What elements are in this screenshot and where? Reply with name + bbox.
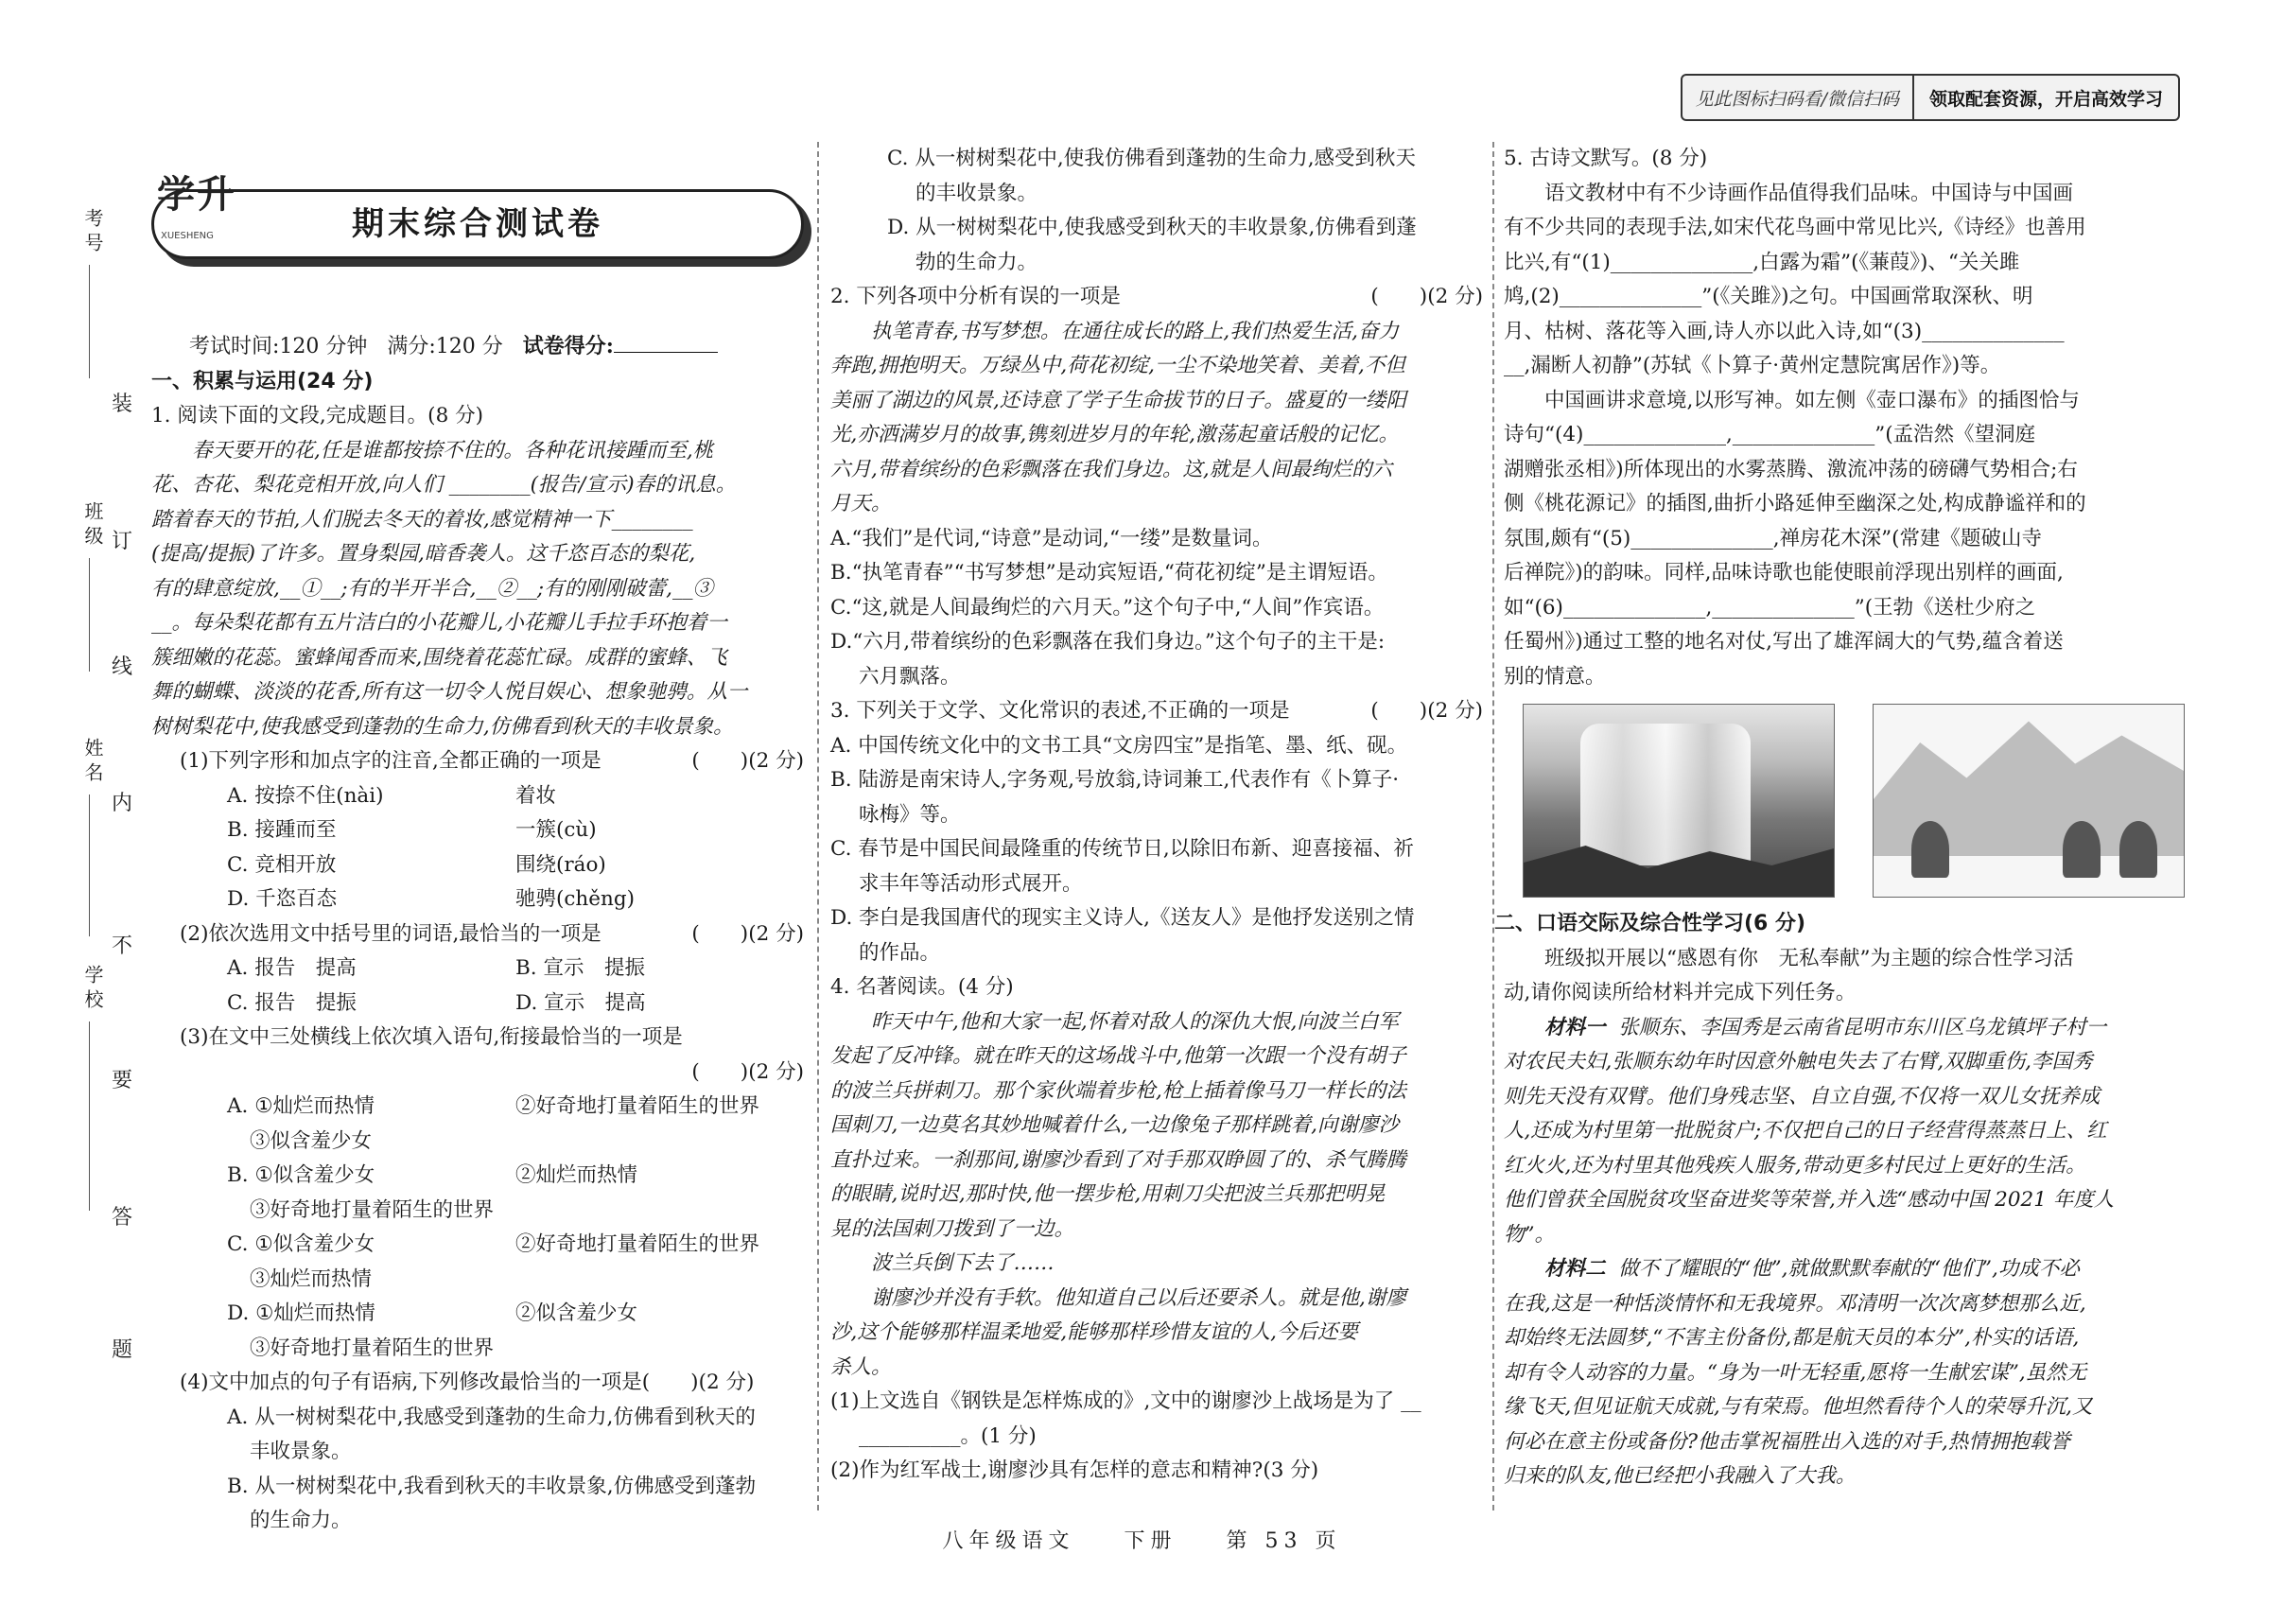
passage-line: 国刺刀,一边莫名其妙地喊着什么,一边像兔子那样跳着,向谢廖沙 (830, 1113, 1400, 1137)
question-text: 2. 下列各项中分析有误的一项是 (830, 285, 1121, 308)
waterfall-shape (1580, 724, 1751, 865)
left-column (151, 132, 804, 1539)
passage-line: 美丽了湖边的风景,还诗意了学子生命拔节的日子。盛夏的一缕阳 (830, 388, 1406, 412)
landscape-illustration (1873, 704, 2185, 898)
binding-word: 答 (112, 1206, 133, 1230)
passage-line: 昨天中午,他和大家一起,怀着对敌人的深仇大恨,向波兰白军 (871, 1009, 1400, 1034)
poem-paragraph-1 (1504, 177, 2185, 384)
passage-line: 舞的蝴蝶、淡淡的花香,所有这一切令人悦目娱心、想象驰骋。从一 (151, 680, 748, 704)
question-4-2: (2)作为红军战士,谢廖沙具有怎样的意志和精神?(3 分) (830, 1458, 1319, 1482)
text-line[interactable]: 氛围,颇有“(5)______________,禅房花木深”(常建《题破山寺 (1504, 526, 2042, 550)
material-2 (1504, 1252, 2185, 1494)
option[interactable]: ③好奇地打量着陌生的世界 (250, 1336, 495, 1360)
banner-scan-hint: 见此图标扫码看/微信扫码 (1682, 76, 1914, 119)
passage-1 (151, 434, 804, 745)
text-line: 班级拟开展以“感恩有你 无私奉献”为主题的综合性学习活 (1544, 946, 2074, 970)
text-line: 在我,这是一种恬淡情怀和无我境界。邓清明一次次离梦想那么近, (1504, 1291, 2086, 1316)
option[interactable]: D. ①灿烂而热情 (227, 1301, 375, 1325)
text-line: __,漏断人初静”(苏轼《卜算子·黄州定慧院寓居作》)等。 (1504, 354, 2001, 377)
option[interactable]: ②灿烂而热情 (515, 1163, 638, 1187)
passage-line: __。每朵梨花都有五片洁白的小花瓣儿,小花瓣儿手拉手环抱着一 (151, 611, 727, 635)
option[interactable]: 一簇(cù) (515, 818, 597, 842)
question-1-1 (151, 744, 804, 779)
score-blank[interactable] (614, 352, 718, 353)
option-row (151, 952, 804, 987)
footer-page-number: 第 53 页 (1226, 1529, 1342, 1553)
option[interactable]: B. 接踵而至 (227, 818, 337, 842)
passage-line: 晃的法国刺刀拨到了一边。 (830, 1216, 1075, 1241)
illustrations (1523, 704, 2185, 898)
text-line: 缘飞天,但见证航天成就,与有荣焉。他坦然看待个人的荣辱升沉,又 (1504, 1395, 2093, 1419)
binding-word: 装 (112, 393, 133, 416)
option[interactable]: 的作品。 (859, 940, 941, 965)
tree-shape (2063, 821, 2101, 878)
option[interactable]: C. 竞相开放 (227, 852, 337, 877)
section-heading: 一、积累与运用(24 分) (151, 369, 374, 393)
option-row (151, 882, 804, 917)
text-line: 却有令人动容的力量。“身为一叶无轻重,愿将一生献宏谋”,虽然无 (1504, 1360, 2087, 1385)
material-label: 材料一 (1544, 1015, 1606, 1039)
material-1 (1504, 1011, 2185, 1253)
binding-word: 题 (112, 1338, 133, 1362)
option[interactable]: ③似含羞少女 (250, 1128, 373, 1153)
text-line: 他们曾获全国脱贫攻坚奋进奖等荣誉,并入选“感动中国 2021 年度人 (1504, 1188, 2115, 1212)
question-text: (2)依次选用文中括号里的词语,最恰当的一项是 (180, 921, 602, 946)
passage-line: 发起了反冲锋。就在昨天的这场战斗中,他第一次跟一个没有胡子 (830, 1044, 1406, 1068)
footer-grade: 八年级语文 (942, 1529, 1075, 1553)
question-text: (1)下列字形和加点字的注音,全都正确的一项是 (180, 749, 602, 773)
option[interactable]: D.“六月,带着缤纷的色彩飘落在我们身边。”这个句子的主干是: (830, 630, 1386, 654)
text-line: 动,请你阅读所给材料并完成下列任务。 (1504, 981, 1857, 1004)
option[interactable]: ③好奇地打量着陌生的世界 (250, 1197, 495, 1222)
passage-line: 谢廖沙并没有手软。他知道自己以后还要杀人。就是他,谢廖 (871, 1285, 1406, 1310)
passage-line: 春天要开的花,任是谁都按捺不住的。各种花讯接踵而至,桃 (192, 438, 714, 463)
binding-word: 内 (112, 792, 133, 815)
text-line: 任蜀州》)通过工整的地名对仗,写出了雄浑阔大的气势,蕴含着送 (1504, 630, 2064, 654)
passage-line: 花、杏花、梨花竞相开放,向人们 ________(报告/宣示)春的讯息。 (151, 473, 737, 497)
resource-banner[interactable] (1681, 74, 2180, 121)
tree-shape (1911, 821, 1949, 878)
passage-4 (830, 1005, 1483, 1386)
field-line (89, 558, 90, 672)
exam-full-score: 满分:120 分 (387, 335, 503, 358)
field-school: 学校 (81, 965, 104, 1014)
question-1-2 (151, 917, 804, 952)
passage-line: 直扑过来。一刹那间,谢廖沙看到了对手那双睁圆了的、杀气腾腾 (830, 1147, 1406, 1172)
text-line: 张顺东、李国秀是云南省昆明市东川区乌龙镇坪子村一 (1618, 1015, 2107, 1039)
text-line: 何必在意主份或备份?他击掌祝福胜出入选的对手,热情拥抱载誉 (1504, 1429, 2070, 1454)
question-4-1: (1)上文选自《钢铁是怎样炼成的》,文中的谢廖沙上战场是为了 __ (830, 1389, 1421, 1413)
option[interactable]: D. 从一树树梨花中,使我感受到秋天的丰收景象,仿佛看到蓬 (887, 216, 1417, 239)
text-line[interactable]: 诗句“(4)______________,______________”(孟浩然《望洞庭 (1504, 423, 2036, 446)
brand-logo: 学升 (157, 173, 236, 217)
tree-shape (2119, 821, 2157, 878)
field-class: 班级 (81, 501, 104, 550)
text-line[interactable]: 鸠,(2)______________”(《关雎》)之句。中国画常取深秋、明 (1504, 285, 2033, 308)
option[interactable]: C. ①似含羞少女 (227, 1232, 375, 1256)
option[interactable]: A.“我们”是代词,“诗意”是动词,“一缕”是数量词。 (830, 526, 1273, 550)
page-footer (0, 1525, 2284, 1554)
middle-column (830, 142, 1483, 1489)
option-row (151, 1297, 804, 1332)
option[interactable]: B.“执笔青春”“书写梦想”是动宾短语,“荷花初绽”是主谓短语。 (830, 561, 1388, 585)
field-line (89, 265, 90, 378)
text-line: 中国画讲求意境,以形写神。如左侧《壶口瀑布》的插图恰与 (1544, 388, 2080, 412)
binding-word: 不 (112, 934, 133, 958)
passage-line: 波兰兵倒下去了…… (871, 1251, 1055, 1275)
option[interactable]: C. 报告 提振 (227, 990, 357, 1015)
passage-line: 踏着春天的节拍,人们脱去冬天的着妆,感觉精神一下________ (151, 507, 693, 532)
option[interactable]: 的生命力。 (250, 1509, 352, 1532)
binding-word: 线 (112, 655, 133, 679)
option[interactable]: C.“这,就是人间最绚烂的六月天。”这个句子中,“人间”作宾语。 (830, 595, 1385, 620)
passage-line: 有的肆意绽放,__①__;有的半开半合,__②__;有的刚刚破蕾,__③ (151, 576, 713, 601)
option[interactable]: 的丰收景象。 (915, 181, 1038, 205)
option[interactable]: B. ①似含羞少女 (227, 1163, 375, 1187)
question-5: 5. 古诗文默写。(8 分) (1504, 147, 1708, 170)
passage-line: 杀人。 (830, 1354, 892, 1379)
option[interactable]: B. 从一树树梨花中,我看到秋天的丰收景象,仿佛感受到蓬勃 (227, 1474, 757, 1498)
option[interactable]: A. 从一树树梨花中,我感受到蓬勃的生命力,仿佛看到秋天的 (227, 1405, 756, 1429)
passage-line: 的眼睛,说时迟,那时快,他一摆步枪,用刺刀尖把波兰兵那把明晃 (830, 1182, 1386, 1206)
field-line (89, 1022, 90, 1211)
option-row (151, 1090, 804, 1125)
right-column (1494, 142, 2185, 1494)
brand-logo-sub: XUESHENG (161, 231, 214, 241)
waterfall-illustration (1523, 704, 1835, 898)
exam-title-box (151, 189, 804, 259)
option[interactable]: 六月飘落。 (859, 664, 961, 689)
option[interactable]: A. 按捺不住(nài) (227, 783, 384, 808)
passage-line: 簇细嫩的花蕊。蜜蜂闻香而来,围绕着花蕊忙碌。成群的蜜蜂、飞 (151, 645, 727, 670)
poem-paragraph-2 (1504, 384, 2185, 695)
passage-2 (830, 315, 1483, 522)
question-4: 4. 名著阅读。(4 分) (830, 975, 1014, 999)
question-2 (830, 280, 1483, 315)
text-line[interactable]: 如“(6)______________,______________”(王勃《送杜少府之 (1504, 595, 2036, 620)
banner-cta: 领取配套资源，开启高效学习 (1928, 88, 2163, 110)
question-text: 3. 下列关于文学、文化常识的表述,不正确的一项是 (830, 699, 1290, 723)
passage-line: 树树梨花中,使我感受到蓬勃的生命力,仿佛看到秋天的丰收景象。 (151, 714, 734, 739)
field-exam-number: 考号 (81, 208, 104, 257)
exam-header (151, 173, 804, 320)
option[interactable]: 着妆 (515, 783, 557, 808)
option[interactable]: 求丰年等活动形式展开。 (859, 871, 1083, 896)
option-row (151, 779, 804, 814)
text-line: 后禅院》)的韵味。同样,品味诗歌也能使眼前浮现出别样的画面, (1504, 561, 2064, 585)
material-label: 材料二 (1544, 1257, 1606, 1281)
field-line (89, 795, 90, 936)
passage-line: 执笔青春,书写梦想。在通往成长的路上,我们热爱生活,奋力 (871, 319, 1400, 343)
exam-time: 考试时间:120 分钟 (189, 335, 368, 358)
text-line: 物”。 (1504, 1222, 1555, 1247)
exam-title: 期末综合测试卷 (352, 204, 603, 243)
passage-line: 月天。 (830, 492, 892, 515)
answer-bracket[interactable]: ( )(2 分) (1370, 699, 1483, 723)
option[interactable]: C. 从一树树梨花中,使我仿佛看到蓬勃的生命力,感受到秋天 (887, 147, 1417, 170)
text-line: 语文教材中有不少诗画作品值得我们品味。中国诗与中国画 (1544, 181, 2074, 205)
text-line: 红火火,还为村里其他残疾人服务,带动更多村民过上更好的生活。 (1504, 1153, 2086, 1178)
text-line: 侧《桃花源记》的插图,曲折小路延伸至幽深之处,构成静谧祥和的 (1504, 492, 2086, 515)
question-1-4: (4)文中加点的句子有语病,下列修改最恰当的一项是( )(2 分) (180, 1371, 755, 1394)
text-line: 归来的队友,他已经把小我融入了大我。 (1504, 1464, 1857, 1488)
option[interactable]: ②好奇地打量着陌生的世界 (515, 1094, 760, 1118)
column-divider (1492, 142, 1494, 1510)
option[interactable]: 咏梅》等。 (859, 802, 961, 827)
text-line: 做不了耀眼的“他”,就做默默奉献的“他们”,功成不必 (1618, 1257, 2080, 1281)
option[interactable]: 勃的生命力。 (915, 250, 1038, 274)
option-row (151, 813, 804, 848)
field-name: 姓名 (81, 738, 104, 787)
option-row (151, 1228, 804, 1263)
option[interactable]: ③灿烂而热情 (250, 1266, 373, 1291)
option-row (151, 848, 804, 883)
text-line: 人,还成为村里第一批脱贫户;不仅把自己的日子经营得蒸蒸日上、红 (1504, 1119, 2107, 1143)
text-line: 别的情意。 (1504, 664, 1606, 689)
text-line: 对农民夫妇,张顺东幼年时因意外触电失去了右臂,双脚重伤,李国秀 (1504, 1050, 2093, 1074)
option[interactable]: B. 宣示 提振 (515, 956, 645, 980)
binding-word: 要 (112, 1069, 133, 1092)
option[interactable]: 丰收景象。 (250, 1440, 352, 1463)
option[interactable]: C. 春节是中国民间最隆重的传统节日,以除旧布新、迎喜接福、祈 (830, 837, 1414, 861)
answer-bracket[interactable]: ( )(2 分) (691, 921, 804, 946)
option[interactable]: B. 陆游是南宋诗人,字务观,号放翁,诗词兼工,代表作有《卜算子· (830, 768, 1400, 792)
answer-bracket[interactable]: ( )(2 分) (1370, 285, 1483, 308)
answer-blank[interactable]: __________。(1 分) (859, 1423, 1037, 1448)
answer-bracket[interactable]: ( )(2 分) (691, 1059, 804, 1084)
text-line: 有不少共同的表现手法,如宋代花鸟画中常见比兴,《诗经》也善用 (1504, 216, 2086, 239)
option[interactable]: ②似含羞少女 (515, 1301, 638, 1325)
exam-score-label: 试卷得分: (522, 334, 614, 358)
text-line: 湖赠张丞相》)所体现出的水雾蒸腾、激流冲荡的磅礴气势相合;右 (1504, 457, 2078, 481)
text-line[interactable]: 比兴,有“(1)______________,白露为霜”(《蒹葭》)、“关关雎 (1504, 250, 2020, 274)
passage-line: 的波兰兵拼刺刀。那个家伙端着步枪,枪上插着像马刀一样长的法 (830, 1078, 1406, 1103)
question-1-3: (3)在文中三处横线上依次填入语句,衔接最恰当的一项是 (180, 1025, 683, 1049)
option[interactable]: D. 千恣百态 (227, 887, 338, 911)
option[interactable]: D. 李白是我国唐代的现实主义诗人,《送友人》是他抒发送别之情 (830, 906, 1415, 930)
option[interactable]: 围绕(ráo) (515, 852, 606, 877)
text-line[interactable]: 月、枯树、落花等入画,诗人亦以此入诗,如“(3)______________ (1504, 319, 2065, 343)
option[interactable]: 驰骋(chěng) (515, 887, 635, 911)
column-divider (817, 142, 819, 1510)
option[interactable]: A. ①灿烂而热情 (227, 1094, 375, 1118)
option[interactable]: A. 中国传统文化中的文书工具“文房四宝”是指笔、墨、纸、砚。 (830, 733, 1408, 758)
text-line: 却始终无法圆梦,“不害主份备份,都是航天员的本分”,朴实的话语, (1504, 1326, 2080, 1350)
answer-bracket[interactable]: ( )(2 分) (691, 749, 804, 773)
passage-line: (提高/提振)了许多。置身梨园,暗香袭人。这千恣百态的梨花, (151, 542, 696, 566)
passage-line: 沙,这个能够那样温柔地爱,能够那样珍惜友谊的人,今后还要 (830, 1320, 1359, 1344)
text-line: 则先天没有双臂。他们身残志坚、自立自强,不仅将一双儿女抚养成 (1504, 1084, 2101, 1109)
section-heading: 二、口语交际及综合性学习(6 分) (1494, 912, 1806, 935)
option[interactable]: ②好奇地打量着陌生的世界 (515, 1232, 760, 1256)
binding-strip (74, 208, 140, 1362)
question-3 (830, 694, 1483, 729)
passage-line: 六月,带着缤纷的色彩飘落在我们身边。这,就是人间最绚烂的六 (830, 457, 1393, 481)
passage-line: 奔跑,拥抱明天。万绿丛中,荷花初绽,一尘不染地笑着、美着,不但 (830, 354, 1405, 377)
option-row (151, 1159, 804, 1194)
option[interactable]: D. 宣示 提高 (515, 990, 646, 1015)
binding-word: 订 (112, 530, 133, 553)
exam-info (189, 329, 804, 365)
option-row (151, 987, 804, 1022)
option[interactable]: A. 报告 提高 (227, 956, 357, 980)
passage-line: 光,亦洒满岁月的故事,镌刻进岁月的年轮,激荡起童话般的记忆。 (830, 423, 1400, 446)
question-1: 1. 阅读下面的文段,完成题目。(8 分) (151, 404, 483, 428)
footer-volume: 下册 (1124, 1529, 1177, 1553)
